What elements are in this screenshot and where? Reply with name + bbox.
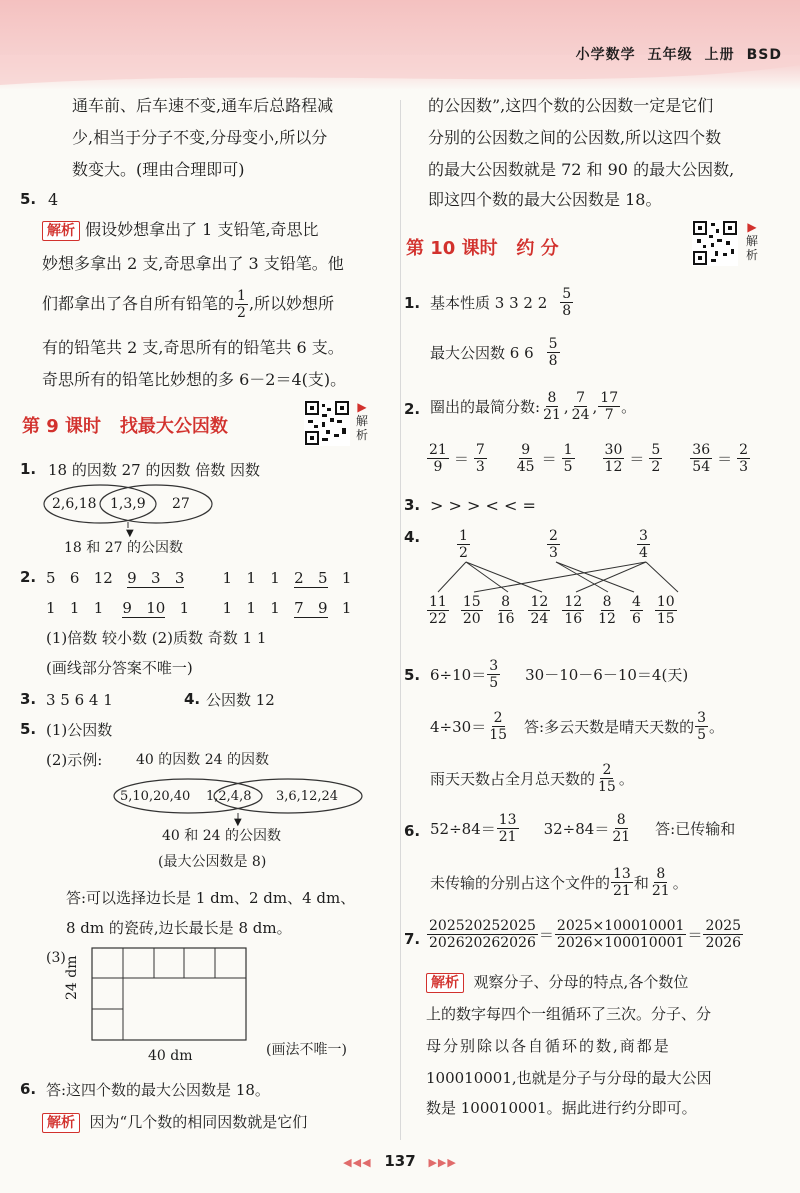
play-icon: ▶ bbox=[747, 220, 757, 234]
page-footer bbox=[0, 1152, 800, 1170]
column-divider bbox=[400, 100, 401, 1140]
triangle-right-icon: ▶▶▶ bbox=[428, 1156, 457, 1169]
r-q5-line-2: 4÷30＝ $\frac{2}{15}$ 答:多云天数是晴天天数的 $\frac{3}{5}$ 。 bbox=[430, 710, 725, 743]
q5b-part-3: (3) bbox=[46, 950, 66, 966]
r-q4-number: 4. bbox=[404, 528, 421, 546]
r-q7-number: 7. bbox=[404, 930, 421, 948]
q5-explanation-2: 妙想多拿出 2 支,奇思拿出了 3 支铅笔。他 bbox=[42, 254, 344, 273]
venn1-middle: 1,3,9 bbox=[110, 496, 146, 512]
q5b-part-2: (2)示例: bbox=[46, 751, 103, 769]
r-q6-line-2: 未传输的分别占这个文件的 $\frac{13}{21}$ 和 $\frac{8}{21}$ 。 bbox=[430, 866, 688, 899]
q5-explanation-5: 奇思所有的铅笔比妙想的多 6－2＝4(支)。 bbox=[42, 370, 347, 389]
q4-bottom-row: $\frac{11}{22}$ $\frac{15}{20}$ $\frac{8}{16}$ $\frac{12}{24}$ $\frac{12}{16}$ $\frac{8}{12}$ $\frac{4}{6}$ $\frac{10}{15}$ bbox=[429, 594, 675, 627]
qr-label: ▶ 解 析 bbox=[745, 220, 758, 262]
q2-row-1: 5 6 12 9 3 3 1 1 1 2 5 1 bbox=[46, 569, 352, 587]
venn2-note: (最大公因数是 8) bbox=[158, 854, 267, 870]
lesson-9-title: 第 9 课时 找最大公因数 bbox=[22, 416, 228, 437]
r-q7-explanation-3: 母分别除以各自循环的数,商都是 bbox=[426, 1037, 671, 1055]
right-cont-1: 的公因数”,这四个数的公因数一定是它们 bbox=[428, 96, 714, 115]
venn2-left: 5,10,20,40 bbox=[120, 789, 191, 804]
arrow-down-icon: ▼ bbox=[234, 817, 242, 828]
header-title bbox=[564, 44, 782, 64]
right-cont-2: 分别的公因数之间的公因数,所以这四个数 bbox=[428, 128, 722, 147]
q2-line-4: (画线部分答案不唯一) bbox=[46, 659, 193, 677]
play-icon: ▶ bbox=[357, 400, 367, 414]
q4-number: 4. bbox=[184, 690, 201, 708]
intro-line-2: 少,相当于分子不变,分母变小,所以分 bbox=[72, 128, 328, 147]
q5b-part-2-heading: 40 的因数 24 的因数 bbox=[136, 752, 269, 768]
q6-number: 6. bbox=[20, 1080, 37, 1098]
q2-number: 2. bbox=[20, 568, 37, 586]
r-q5-line-3: 雨天天数占全月总天数的 $\frac{2}{15}$ 。 bbox=[430, 762, 634, 795]
jiexi-tag: 解析 bbox=[42, 1113, 80, 1133]
header-grade: 五年级 bbox=[647, 47, 693, 63]
q5b-answer-1: 答:可以选择边长是 1 dm、2 dm、4 dm、 bbox=[66, 889, 356, 907]
intro-line-3: 数变大。(理由合理即可) bbox=[72, 160, 245, 179]
r-q1-line-1: 基本性质 3 3 2 2 $\frac{5}{8}$ bbox=[430, 286, 572, 319]
r-q7-explanation-4: 100010001,也就是分子与分母的最大公因 bbox=[426, 1069, 712, 1087]
q5-number: 5. bbox=[20, 190, 37, 208]
header-edition: BSD bbox=[746, 47, 782, 63]
q5b-answer-2: 8 dm 的瓷砖,边长最长是 8 dm。 bbox=[66, 919, 292, 937]
fraction: $\frac{5}{8}$ bbox=[562, 286, 572, 319]
venn2-right: 3,6,12,24 bbox=[276, 789, 339, 804]
grid-y-label: 24 dm bbox=[64, 955, 80, 1000]
r-q5-number: 5. bbox=[404, 666, 421, 684]
q5-explanation-4: 有的铅笔共 2 支,奇思所有的铅笔共 6 支。 bbox=[42, 338, 344, 357]
q5b-part-1: (1)公因数 bbox=[46, 721, 113, 739]
intro-line-1: 通车前、后车速不变,通车后总路程减 bbox=[72, 96, 334, 115]
lesson-10-title: 第 10 课时 约 分 bbox=[406, 238, 559, 259]
q4-top-2: $\frac{2}{3}$ bbox=[549, 528, 558, 561]
venn1-left: 2,6,18 bbox=[52, 496, 97, 512]
fraction: $\frac{1}{2}$ bbox=[237, 288, 246, 321]
r-q2-line-1: 圈出的最简分数: $\frac{8}{21}$ , $\frac{7}{24}$ , $\frac{17}{7}$ 。 bbox=[430, 390, 637, 423]
q3-answer: 3 5 6 4 1 bbox=[46, 691, 113, 709]
r-q5-line-1: 6÷10＝ $\frac{3}{5}$ 30－10－6－10＝4(天) bbox=[430, 658, 689, 691]
q2-line-3: (1)倍数 较小数 (2)质数 奇数 1 1 bbox=[46, 629, 267, 647]
qr-code-icon[interactable] bbox=[692, 220, 738, 266]
qr-code-icon[interactable] bbox=[304, 400, 350, 446]
venn1-caption: 18 和 27 的公因数 bbox=[64, 540, 183, 556]
q3-number: 3. bbox=[20, 690, 37, 708]
page-number: 137 bbox=[384, 1152, 416, 1170]
q1-number: 1. bbox=[20, 460, 37, 478]
header-subject: 小学数学 bbox=[575, 47, 636, 63]
q5b-number: 5. bbox=[20, 720, 37, 738]
arrow-down-icon: ▼ bbox=[126, 528, 134, 539]
q4-top-1: $\frac{1}{2}$ bbox=[459, 528, 468, 561]
tile-grid-diagram bbox=[90, 946, 250, 1042]
fraction: $\frac{5}{8}$ bbox=[548, 336, 558, 369]
r-q2-equations: $\frac{21}{9}$ ＝ $\frac{7}{3}$ $\frac{9}{45}$ ＝ $\frac{1}{5}$ $\frac{30}{12}$ ＝ $\frac{5}{2}$ $\frac{36}{54}$ ＝ $\frac{2}{3}$ bbox=[429, 442, 749, 475]
q4-answer: 公因数 12 bbox=[206, 691, 275, 709]
r-q7-explanation-1: 解析 观察分子、分母的特点,各个数位 bbox=[426, 972, 688, 993]
r-q6-number: 6. bbox=[404, 822, 421, 840]
venn2-caption: 40 和 24 的公因数 bbox=[162, 828, 281, 844]
triangle-left-icon: ◀◀◀ bbox=[343, 1156, 372, 1169]
q4-top-3: $\frac{3}{4}$ bbox=[639, 528, 648, 561]
grid-note: (画法不唯一) bbox=[266, 1042, 347, 1058]
r-q3-answer: > > > < < = bbox=[430, 496, 536, 515]
q6-answer: 答:这四个数的最大公因数是 18。 bbox=[46, 1081, 270, 1099]
r-q2-number: 2. bbox=[404, 400, 421, 418]
q5-explanation-1: 解析 假设妙想拿出了 1 支铅笔,奇思比 bbox=[42, 220, 319, 241]
q6-explanation: 解析 因为“几个数的相同因数就是它们 bbox=[42, 1112, 307, 1133]
r-q7-explanation-5: 数是 100010001。据此进行约分即可。 bbox=[426, 1099, 697, 1117]
q2-row-2: 1 1 1 9 10 1 1 1 1 7 9 1 bbox=[46, 599, 352, 617]
qr-label: ▶ 解 析 bbox=[355, 400, 368, 442]
jiexi-tag: 解析 bbox=[42, 221, 80, 241]
header-volume: 上册 bbox=[704, 47, 735, 63]
r-q3-number: 3. bbox=[404, 496, 421, 514]
grid-x-label: 40 dm bbox=[148, 1048, 193, 1064]
right-cont-4: 即这四个数的最大公因数是 18。 bbox=[428, 190, 662, 209]
venn1-right: 27 bbox=[172, 496, 190, 512]
r-q6-line-1: 52÷84＝ $\frac{13}{21}$ 32÷84＝ $\frac{8}{21}$ 答:已传输和 bbox=[430, 812, 736, 845]
r-q1-number: 1. bbox=[404, 294, 421, 312]
r-q7-explanation-2: 上的数字每四个一组循环了三次。分子、分 bbox=[426, 1005, 712, 1023]
jiexi-tag: 解析 bbox=[426, 973, 464, 993]
right-cont-3: 的最大公因数就是 72 和 90 的最大公因数, bbox=[428, 160, 735, 179]
q5-answer: 4 bbox=[48, 190, 59, 209]
venn2-middle: 1,2,4,8 bbox=[206, 789, 252, 804]
q1-heading: 18 的因数 27 的因数 倍数 因数 bbox=[48, 461, 261, 479]
q5-explanation-3: 们都拿出了各自所有铅笔的 $\frac{1}{2}$ ,所以妙想所 bbox=[42, 288, 335, 321]
r-q7-equation: $\frac{202520252025}{202620262026}$ ＝ $\frac{2025\times 100010001}{2026\times 100010001}$ ＝ $\frac{2025}{2026}$ bbox=[429, 918, 742, 951]
r-q1-line-2: 最大公因数 6 6 $\frac{5}{8}$ bbox=[430, 336, 558, 369]
